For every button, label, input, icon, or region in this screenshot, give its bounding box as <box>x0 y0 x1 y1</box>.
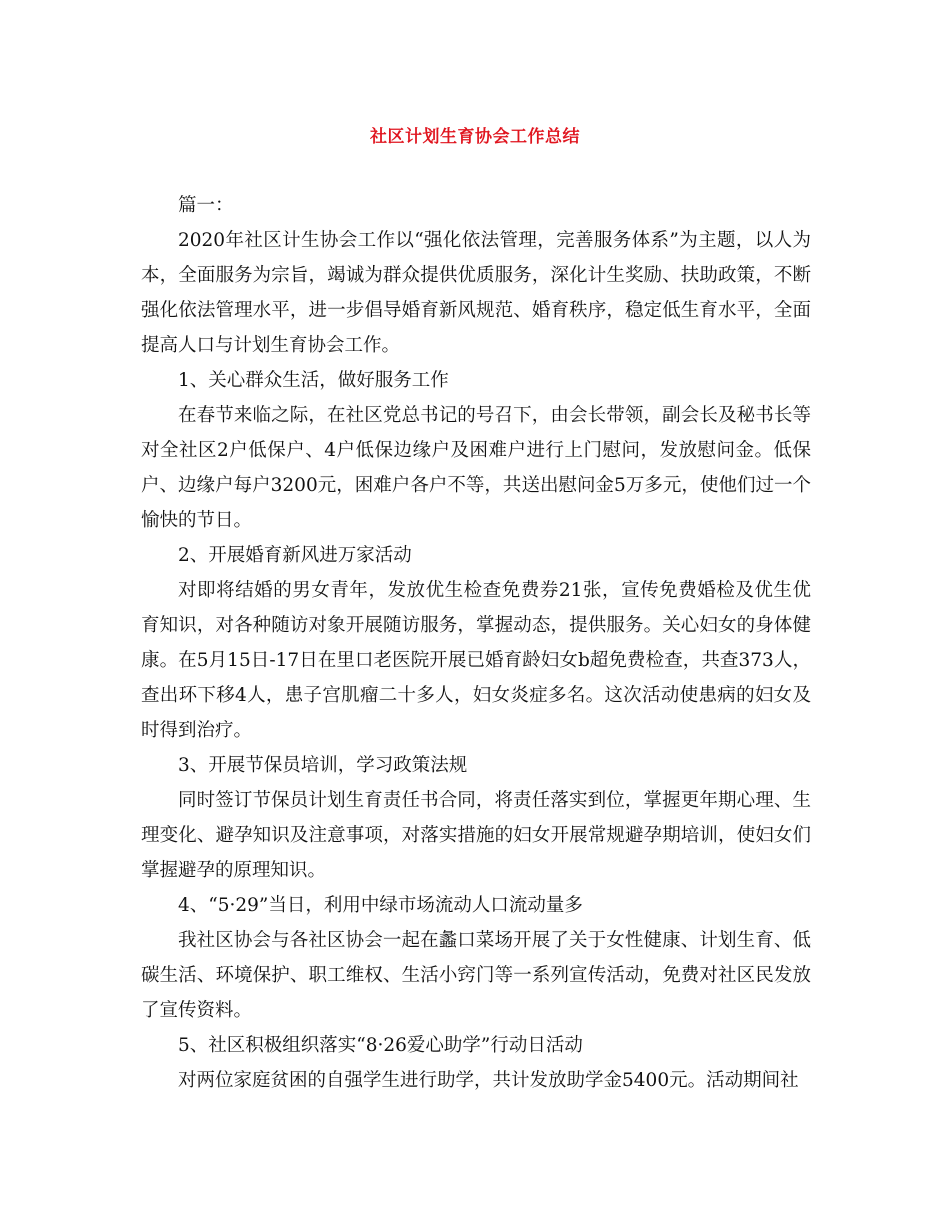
document-body <box>141 188 811 1098</box>
body-paragraph: 2020年社区计生协会工作以“强化依法管理，完善服务体系”为主题，以人为本，全面服务为宗旨，竭诚为群众提供优质服务，深化计生奖励、扶助政策，不断强化依法管理水平，进一步倡导婚育新风规范、婚育秩序，稳定低生育水平，全面提高人口与计划生育协会工作。 <box>141 230 811 356</box>
section-heading: 篇一： <box>178 195 234 216</box>
item-heading: 1、关心群众生活，做好服务工作 <box>178 370 449 391</box>
body-paragraph: 同时签订节保员计划生育责任书合同，将责任落实到位，掌握更年期心理、生理变化、避孕知识及注意事项，对落实措施的妇女开展常规避孕期培训，使妇女们掌握避孕的原理知识。 <box>141 790 811 881</box>
body-paragraph: 对即将结婚的男女青年，发放优生检查免费券21张，宣传免费婚检及优生优育知识，对各种随访对象开展随访服务，掌握动态，提供服务。关心妇女的身体健康。在5月15日-17日在里口老医院开展已婚育龄妇女b超免费检查，共查373人，查出环下移4人，患子宫肌瘤二十多人，妇女炎症多名。这次活动使患病的妇女及时得到治疗。 <box>141 580 811 741</box>
document-title: 社区计划生育协会工作总结 <box>370 127 580 147</box>
body-paragraph: 对两位家庭贫困的自强学生进行助学，共计发放助学金5400元。活动期间社 <box>178 1070 799 1091</box>
item-heading: 3、开展节保员培训，学习政策法规 <box>178 755 468 776</box>
item-heading: 5、社区积极组织落实“8·26爱心助学”行动日活动 <box>178 1035 583 1056</box>
body-paragraph: 在春节来临之际，在社区党总书记的号召下，由会长带领，副会长及秘书长等对全社区2户低保户、4户低保边缘户及困难户进行上门慰问，发放慰问金。低保户、边缘户每户3200元，困难户各户不等，共送出慰问金5万多元，使他们过一个愉快的节日。 <box>141 405 811 531</box>
item-heading: 4、“5·29”当日，利用中绿市场流动人口流动量多 <box>178 895 583 916</box>
item-heading: 2、开展婚育新风进万家活动 <box>178 545 412 566</box>
body-paragraph: 我社区协会与各社区协会一起在蠡口菜场开展了关于女性健康、计划生育、低碳生活、环境保护、职工维权、生活小窍门等一系列宣传活动，免费对社区民发放了宣传资料。 <box>141 930 811 1021</box>
